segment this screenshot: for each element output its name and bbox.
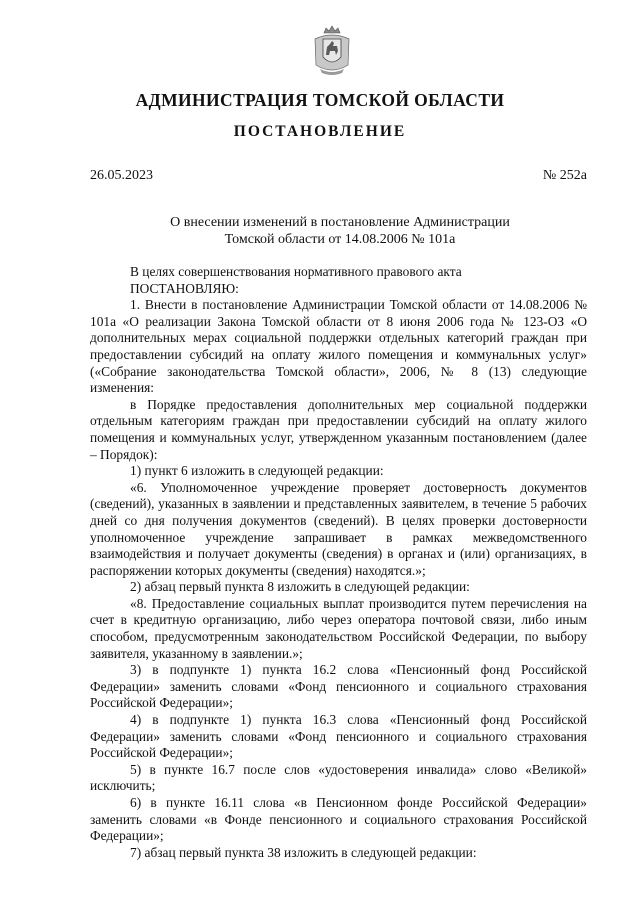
body-paragraph: в Порядке предоставления дополнительных мер социальной поддержки отдельным категориям граждан при предоставлении субсидий на оплату жилого помещения и коммунальных услуг, утвержденном указанным постановлением (далее – Порядок): <box>90 396 587 462</box>
document-number: № 252а <box>542 168 587 183</box>
body-paragraph: «6. Уполномоченное учреждение проверяет достоверность документов (сведений), указанных в заявлении и представленных заявителем, в течение 5 рабочих дней со дня получения документов (сведений). В целях проверки достоверности уполномоченное учреждение запрашивает в рамках межведомственного взаимодействия и получает документы (сведения) в органах и (или) организациях, в распоряжении которых документы (сведения) находятся.»; <box>90 479 587 578</box>
document-body <box>90 264 587 861</box>
body-paragraph: 1. Внести в постановление Администрации Томской области от 14.08.2006 № 101а «О реализации Закона Томской области от 8 июня 2006 года № 123-ОЗ «О дополнительных мерах социальной поддержки отдельных категорий граждан при предоставлении субсидий на оплату жилого помещения и коммунальных услуг» («Собрание законодательства Томской области», 2006, № 8 (13) следующие изменения: <box>90 297 587 396</box>
body-paragraph: 3) в подпункте 1) пункта 16.2 слова «Пенсионный фонд Российской Федерации» заменить словами «Фонд пенсионного и социального страхования Российской Федерации»; <box>90 662 587 711</box>
document-subject <box>150 214 530 248</box>
body-paragraph: 4) в подпункте 1) пункта 16.3 слова «Пенсионный фонд Российской Федерации» заменить словами «Фонд пенсионного и социального страхования Российской Федерации»; <box>90 712 587 761</box>
coat-of-arms-icon <box>312 25 352 77</box>
body-paragraph: «8. Предоставление социальных выплат производится путем перечисления на счет в кредитную организацию, либо через оператора почтовой связи, либо иным способом, предусмотренным законодательством Российской Федерации, по выбору заявителя, указанному в заявлении.»; <box>90 595 587 661</box>
body-paragraph: 1) пункт 6 изложить в следующей редакции: <box>130 463 384 479</box>
subject-line-1: О внесении изменений в постановление Администрации <box>170 215 510 230</box>
body-paragraph: 6) в пункте 16.11 слова «в Пенсионном фонде Российской Федерации» заменить словами «в Фонде пенсионного и социального страхования Российской Федерации»; <box>90 795 587 844</box>
body-paragraph: 5) в пункте 16.7 после слов «удостоверения инвалида» слово «Великой» исключить; <box>90 761 587 794</box>
body-paragraph: 2) абзац первый пункта 8 изложить в следующей редакции: <box>130 579 470 595</box>
document-type-title: ПОСТАНОВЛЕНИЕ <box>233 123 407 140</box>
body-paragraph: 7) абзац первый пункта 38 изложить в следующей редакции: <box>130 844 477 860</box>
body-paragraph: В целях совершенствования нормативного правового акта <box>130 264 462 279</box>
document-date: 26.05.2023 <box>90 168 153 183</box>
organization-title: АДМИНИСТРАЦИЯ ТОМСКОЙ ОБЛАСТИ <box>135 90 505 110</box>
body-paragraph: ПОСТАНОВЛЯЮ: <box>130 280 239 296</box>
subject-line-2: Томской области от 14.08.2006 № 101а <box>224 232 456 247</box>
